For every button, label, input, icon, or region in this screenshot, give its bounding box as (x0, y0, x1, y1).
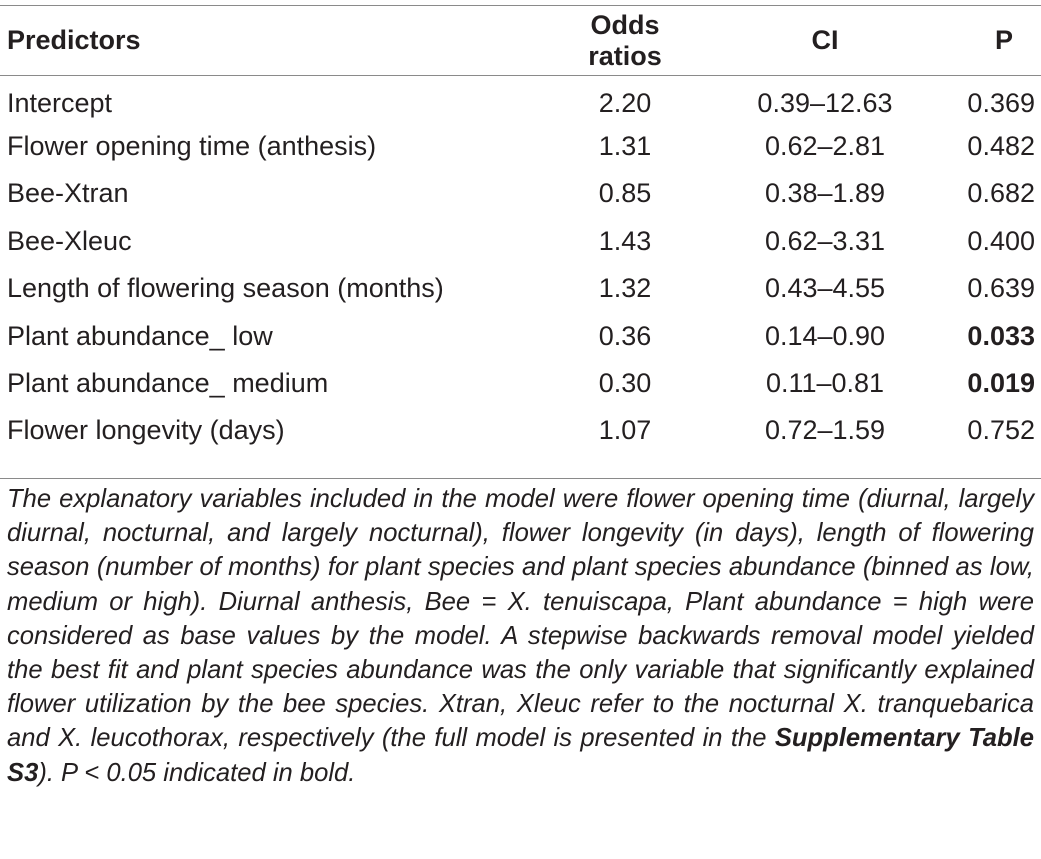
ci-cell: 0.62–2.81 (764, 131, 886, 162)
table-bottom-rule (0, 478, 1041, 479)
footnote-text-end: ). P < 0.05 indicated in bold. (38, 758, 356, 787)
odds-ratio-cell: 1.32 (598, 273, 652, 304)
odds-ratio-cell: 1.31 (598, 131, 652, 162)
header-predictors: Predictors (7, 25, 141, 55)
table-row (0, 360, 1041, 407)
odds-ratio-cell: 2.20 (598, 87, 652, 118)
predictor-cell: Plant abundance_ medium (7, 368, 329, 399)
table-row (0, 312, 1041, 359)
ci-cell: 0.38–1.89 (764, 178, 886, 209)
header-p: P (994, 25, 1013, 55)
p-value-cell: 0.369 (967, 87, 1035, 118)
header-odds-ratios: Odds ratios (588, 9, 662, 71)
predictor-cell: Bee-Xleuc (7, 225, 132, 256)
table-row (0, 76, 1041, 123)
odds-ratio-cell: 0.30 (598, 368, 652, 399)
ci-cell: 0.11–0.81 (765, 368, 885, 399)
ci-cell: 0.39–12.63 (757, 87, 893, 118)
footnote-text: The explanatory variables included in the model were flower opening time (diurnal, largely diurnal, nocturnal, and largely nocturnal), flower longevity (in days), length of flowering season (number of months) for plant species and plant species abundance (binned as low, medium or high). Diurnal anthesis, Bee = X. tenuiscapa, Plant abundance = high were considered as base values by the model. A stepwise backwards removal model yielded the best fit and plant species abundance was the only variable that significantly explained flower utilization by the bee species. Xtran, Xleuc refer to the nocturnal X. tranquebarica and X. leucothorax, respectively (the full model is presented in the (7, 485, 1034, 753)
p-value-cell: 0.033 (967, 320, 1035, 351)
predictor-cell: Intercept (7, 87, 113, 118)
table-row (0, 218, 1041, 265)
p-value-cell: 0.682 (967, 178, 1035, 209)
table-row (0, 407, 1041, 454)
ci-cell: 0.72–1.59 (764, 415, 886, 446)
ci-cell: 0.14–0.90 (764, 320, 886, 351)
p-value-cell: 0.482 (967, 131, 1035, 162)
p-value-cell: 0.639 (967, 273, 1035, 304)
ci-cell: 0.62–3.31 (764, 225, 886, 256)
predictor-cell: Flower opening time (anthesis) (7, 131, 377, 162)
p-value-cell: 0.019 (967, 368, 1035, 399)
predictor-cell: Length of flowering season (months) (7, 273, 444, 304)
table-row (0, 265, 1041, 312)
predictor-cell: Plant abundance_ low (7, 320, 273, 351)
odds-ratio-cell: 1.07 (598, 415, 652, 446)
odds-ratio-cell: 1.43 (598, 225, 652, 256)
p-value-cell: 0.752 (967, 415, 1035, 446)
odds-ratio-cell: 0.36 (598, 320, 652, 351)
predictor-cell: Flower longevity (days) (7, 415, 285, 446)
table-body (0, 76, 1041, 455)
table-row (0, 170, 1041, 217)
header-ci: CI (811, 25, 839, 55)
supplementary-table-link[interactable]: Supplementary Table S3 (7, 724, 1034, 787)
header-row (0, 6, 1041, 76)
predictor-cell: Bee-Xtran (7, 178, 129, 209)
odds-ratio-cell: 0.85 (598, 178, 652, 209)
ci-cell: 0.43–4.55 (764, 273, 886, 304)
table-row (0, 123, 1041, 170)
table-header (0, 6, 1041, 76)
table-footnote (7, 482, 1034, 790)
p-value-cell: 0.400 (967, 225, 1035, 256)
odds-ratio-table (0, 5, 1041, 455)
